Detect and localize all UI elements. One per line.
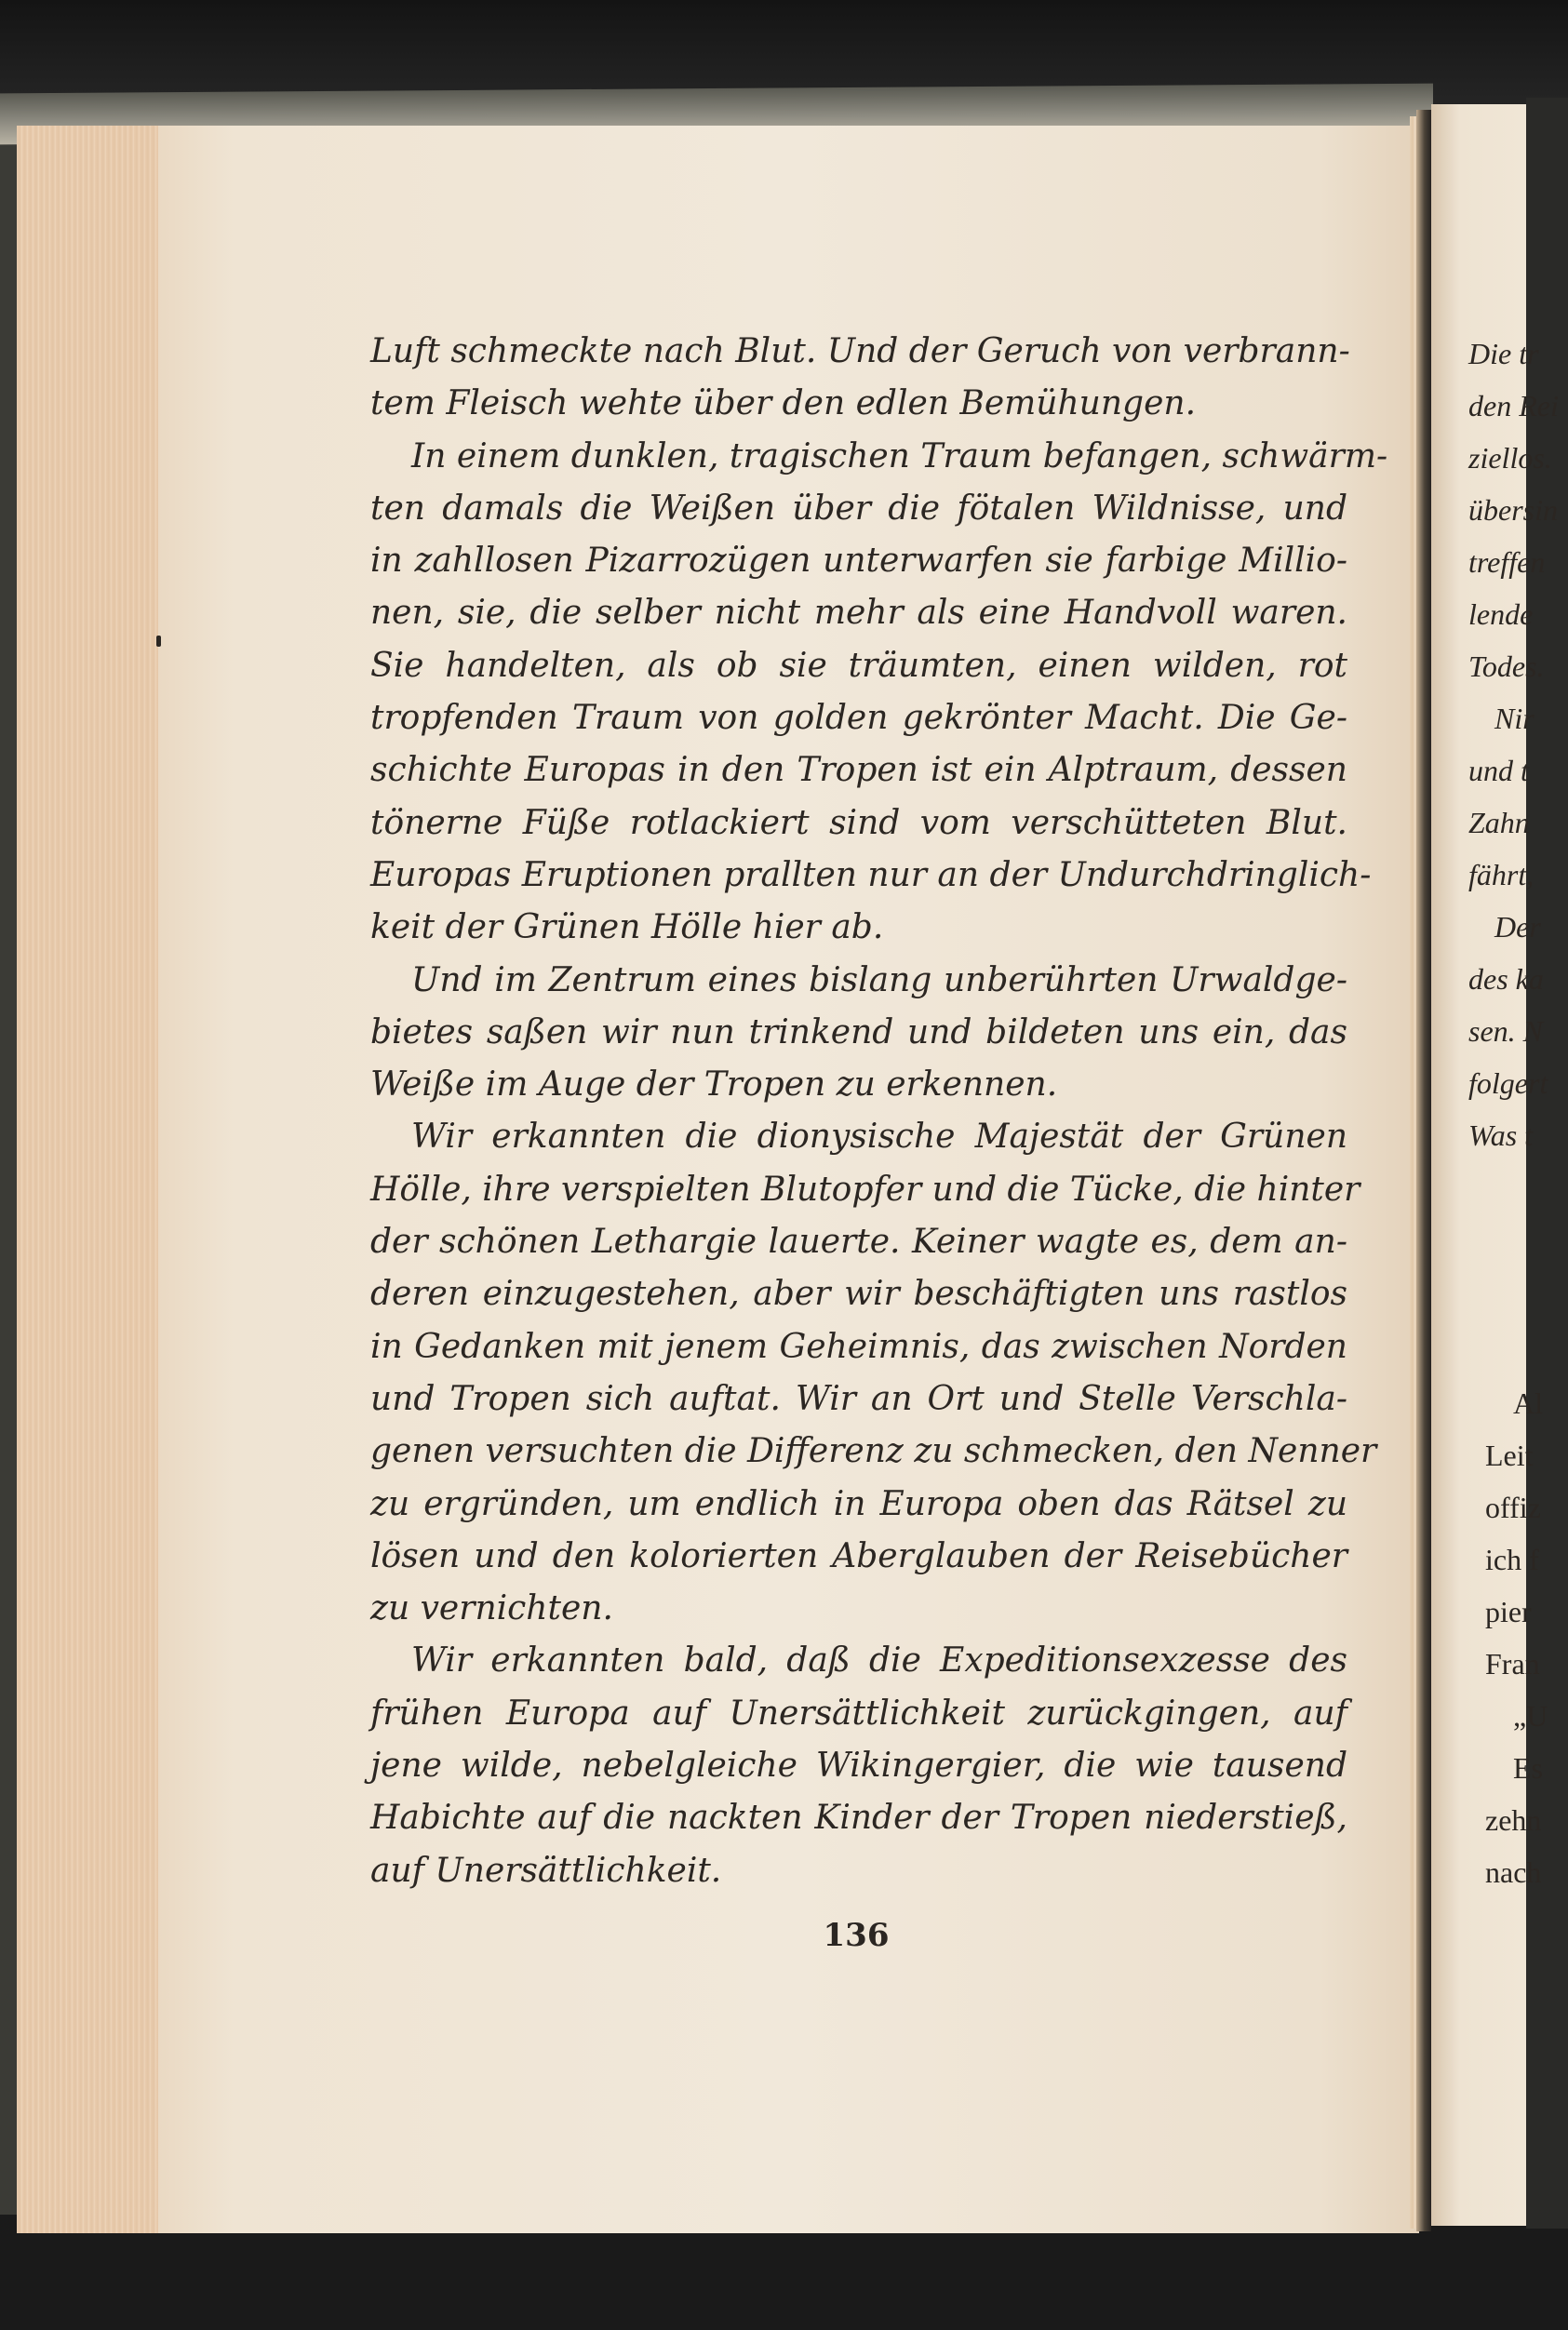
- right-page-fragment: Die tr: [1468, 337, 1539, 370]
- right-page-fragment: folgert: [1468, 1066, 1548, 1100]
- text-line: der schönen Lethargie lauerte. Keiner wagte es, dem an-: [370, 1223, 1347, 1262]
- book-gutter: [1416, 110, 1431, 2231]
- text-line: Wir erkannten bald, daß die Expeditionsexzesse des: [411, 1641, 1347, 1681]
- text-line: zu ergründen, um endlich in Europa oben das Rätsel zu: [370, 1484, 1347, 1523]
- text-line: Und im Zentrum eines bislang unberührten Urwaldge-: [411, 960, 1347, 999]
- ink-speck: [156, 636, 161, 647]
- right-page-fragment: pier: [1485, 1595, 1532, 1628]
- text-line: jene wilde, nebelgleiche Wikingergier, die wie tausend: [370, 1747, 1347, 1786]
- text-line: in zahllosen Pizarrozügen unterwarfen sie farbige Millio-: [370, 542, 1347, 581]
- text-line: in Gedanken mit jenem Geheimnis, das zwischen Norden: [370, 1327, 1347, 1366]
- right-page-fragment: Al: [1513, 1386, 1543, 1420]
- text-line: frühen Europa auf Unersättlichkeit zurückgingen, auf: [370, 1694, 1347, 1733]
- right-page-fragment: Der: [1494, 910, 1541, 944]
- text-line: Luft schmeckte nach Blut. Und der Geruch von verbrann-: [370, 332, 1350, 370]
- text-line: tem Fleisch wehte über den edlen Bemühungen.: [370, 384, 1197, 423]
- text-line: bietes saßen wir nun trinkend und bildeten uns ein, das: [370, 1012, 1347, 1051]
- right-page-fragment: ziellos.: [1468, 441, 1552, 475]
- right-page-fragment: „U: [1513, 1699, 1548, 1733]
- text-line: Sie handelten, als ob sie träumten, einen wilden, rot: [370, 646, 1347, 685]
- right-page-fragment: Es: [1513, 1751, 1543, 1785]
- text-line: auf Unersättlichkeit.: [370, 1851, 722, 1890]
- text-line: genen versuchten die Differenz zu schmecken, den Nenner: [370, 1432, 1377, 1471]
- body-text: [370, 326, 1388, 1897]
- text-line: lösen und den kolorierten Aberglauben der Reisebücher: [370, 1536, 1347, 1575]
- text-line: Hölle, ihre verspielten Blutopfer und die Tücke, die hinter: [370, 1170, 1360, 1209]
- right-page-fragment: Fran: [1485, 1647, 1540, 1681]
- page-number: 136: [823, 1917, 890, 1954]
- right-page-fragment: treffen: [1468, 545, 1546, 579]
- text-line: schichte Europas in den Tropen ist ein Alptraum, dessen: [370, 751, 1347, 790]
- right-page-fragment: Todes.: [1468, 649, 1545, 683]
- right-page-fragment: lende: [1468, 597, 1534, 631]
- text-line: Wir erkannten die dionysische Majestät der Grünen: [411, 1118, 1347, 1157]
- right-page-fragment: Nir: [1494, 702, 1534, 735]
- right-page-fragment: offiz: [1485, 1491, 1541, 1524]
- right-page-fragment: nach: [1485, 1855, 1542, 1889]
- paragraph: [370, 955, 1347, 1112]
- right-page-fragment: fährt,: [1468, 858, 1534, 891]
- text-line: tropfenden Traum von golden gekrönter Macht. Die Ge-: [370, 699, 1347, 738]
- text-line: ten damals die Weißen über die fötalen Wildnisse, und: [370, 489, 1347, 528]
- right-page-fragment: ich f: [1485, 1543, 1539, 1576]
- text-line: Habichte auf die nackten Kinder der Tropen niederstieß,: [370, 1799, 1347, 1838]
- paragraph: [370, 1635, 1347, 1896]
- right-page-fragment: und t: [1468, 754, 1529, 787]
- text-line: und Tropen sich auftat. Wir an Ort und Stelle Verschla-: [370, 1379, 1347, 1418]
- right-page-fragment: Was t: [1468, 1118, 1534, 1152]
- right-page-fragment: Zahn: [1468, 806, 1530, 839]
- paragraph: [370, 326, 1350, 431]
- right-page-fragment: sen. N: [1468, 1014, 1543, 1048]
- text-line: deren einzugestehen, aber wir beschäftigten uns rastlos: [370, 1275, 1347, 1314]
- page-stack-left: [17, 126, 166, 2233]
- text-line: zu vernichten.: [370, 1589, 613, 1628]
- text-line: In einem dunklen, tragischen Traum befangen, schwärm-: [411, 436, 1388, 475]
- text-line: Europas Eruptionen prallten nur an der Undurchdringlich-: [370, 855, 1372, 894]
- right-page-fragment: den Rei: [1468, 389, 1559, 422]
- right-page-fragment: zehn: [1485, 1803, 1542, 1837]
- right-page-fragment: übersin: [1468, 493, 1558, 527]
- text-line: Weiße im Auge der Tropen zu erkennen.: [370, 1065, 1058, 1105]
- paragraph: [370, 431, 1388, 955]
- right-page-fragment: des ka: [1468, 962, 1544, 996]
- text-line: tönerne Füße rotlackiert sind vom verschütteten Blut.: [370, 803, 1347, 842]
- text-line: nen, sie, die selber nicht mehr als eine Handvoll waren.: [370, 594, 1347, 633]
- paragraph: [370, 1111, 1377, 1635]
- right-page-fragment: Leit: [1485, 1439, 1534, 1472]
- text-line: keit der Grünen Hölle hier ab.: [370, 908, 884, 947]
